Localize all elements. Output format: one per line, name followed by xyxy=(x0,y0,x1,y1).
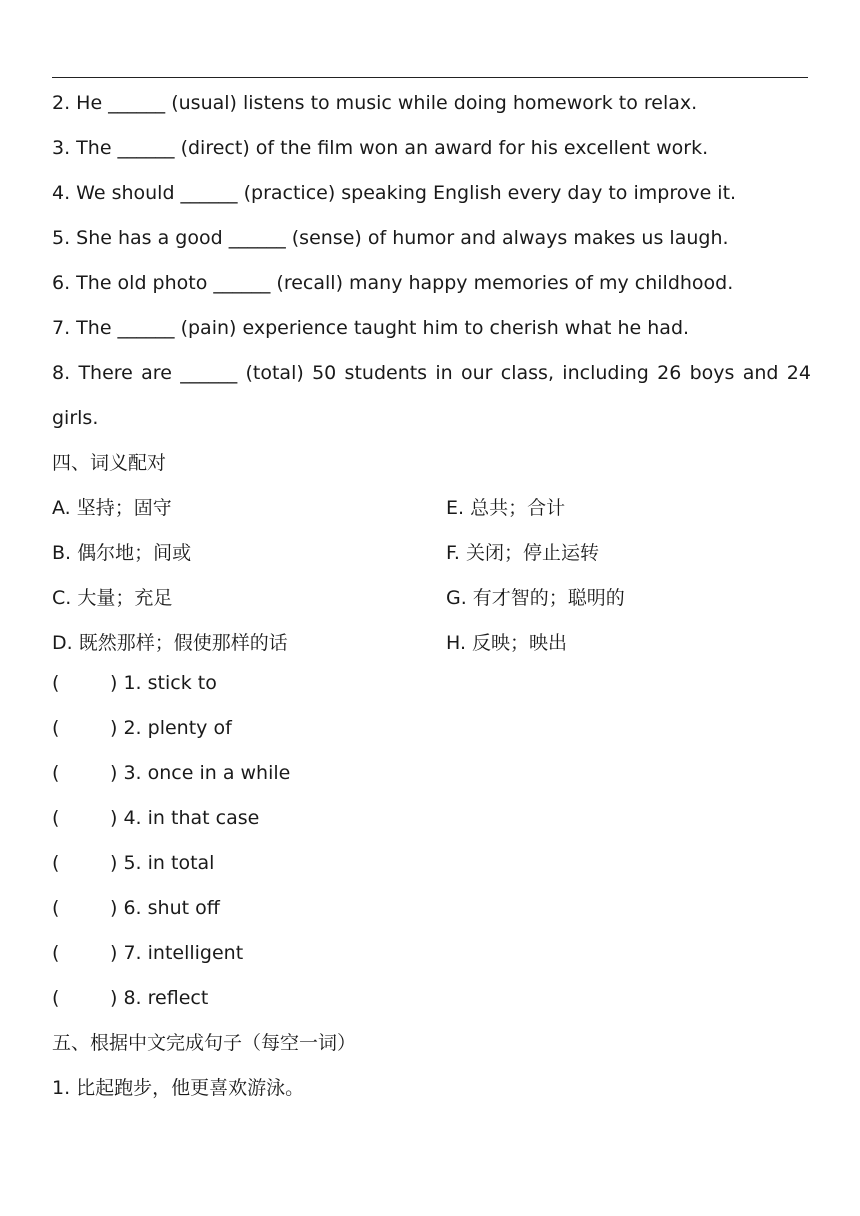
answer-blank[interactable]: ( xyxy=(52,807,60,829)
answer-blank[interactable]: ( xyxy=(52,897,60,919)
match-item-7: ( ) 7. intelligent xyxy=(52,942,244,964)
section-5-title: 五、根据中文完成句子（每空一词） xyxy=(52,1032,357,1054)
option-c: C. 大量；充足 xyxy=(52,587,173,609)
sentence-8-word: 50 xyxy=(312,362,337,384)
option-h: H. 反映；映出 xyxy=(446,632,568,654)
top-rule xyxy=(52,77,808,78)
match-item-3: ( ) 3. once in a while xyxy=(52,762,291,784)
option-a: A. 坚持；固守 xyxy=(52,497,172,519)
option-d: D. 既然那样；假使那样的话 xyxy=(52,632,288,654)
sentence-8-word: (total) xyxy=(245,362,304,384)
option-e: E. 总共；合计 xyxy=(446,497,566,519)
match-item-2: ( ) 2. plenty of xyxy=(52,717,232,739)
answer-blank[interactable]: ( xyxy=(52,942,60,964)
match-item-6: ( ) 6. shut off xyxy=(52,897,220,919)
sentence-8-word: boys xyxy=(689,362,735,384)
sentence-5: 5. She has a good ______ (sense) of humor and always makes us laugh. xyxy=(52,227,729,249)
option-f: F. 关闭；停止运转 xyxy=(446,542,599,564)
match-item-8: ( ) 8. reflect xyxy=(52,987,209,1009)
sentence-8-word: ______ xyxy=(180,362,238,384)
sentence-8-word: and xyxy=(742,362,779,384)
sentence-8 xyxy=(52,361,811,385)
sentence-8-word: in xyxy=(435,362,453,384)
sentence-8-word: 26 xyxy=(657,362,682,384)
sentence-8-word: There xyxy=(78,362,133,384)
match-item-1: ( ) 1. stick to xyxy=(52,672,217,694)
answer-blank[interactable]: ( xyxy=(52,672,60,694)
sentence-8-word: 8. xyxy=(52,362,71,384)
sentence-8-word: class, xyxy=(500,362,554,384)
answer-blank[interactable]: ( xyxy=(52,852,60,874)
match-item-5: ( ) 5. in total xyxy=(52,852,215,874)
section-4-title: 四、词义配对 xyxy=(52,452,167,474)
sentence-8-word: including xyxy=(562,362,649,384)
sentence-8-word: our xyxy=(461,362,493,384)
sentence-8-word: students xyxy=(344,362,428,384)
section-5-item-1: 1. 比起跑步，他更喜欢游泳。 xyxy=(52,1077,305,1099)
sentence-3: 3. The ______ (direct) of the film won an award for his excellent work. xyxy=(52,137,709,159)
sentence-7: 7. The ______ (pain) experience taught him to cherish what he had. xyxy=(52,317,690,339)
sentence-8-word: 24 xyxy=(786,362,811,384)
answer-blank[interactable]: ( xyxy=(52,717,60,739)
sentence-8-end: girls. xyxy=(52,407,99,429)
sentence-4: 4. We should ______ (practice) speaking English every day to improve it. xyxy=(52,182,737,204)
option-b: B. 偶尔地；间或 xyxy=(52,542,192,564)
answer-blank[interactable]: ( xyxy=(52,987,60,1009)
sentence-8-word: are xyxy=(141,362,172,384)
sentence-6: 6. The old photo ______ (recall) many happy memories of my childhood. xyxy=(52,272,734,294)
match-item-4: ( ) 4. in that case xyxy=(52,807,260,829)
answer-blank[interactable]: ( xyxy=(52,762,60,784)
option-g: G. 有才智的；聪明的 xyxy=(446,587,625,609)
sentence-2: 2. He ______ (usual) listens to music while doing homework to relax. xyxy=(52,92,698,114)
